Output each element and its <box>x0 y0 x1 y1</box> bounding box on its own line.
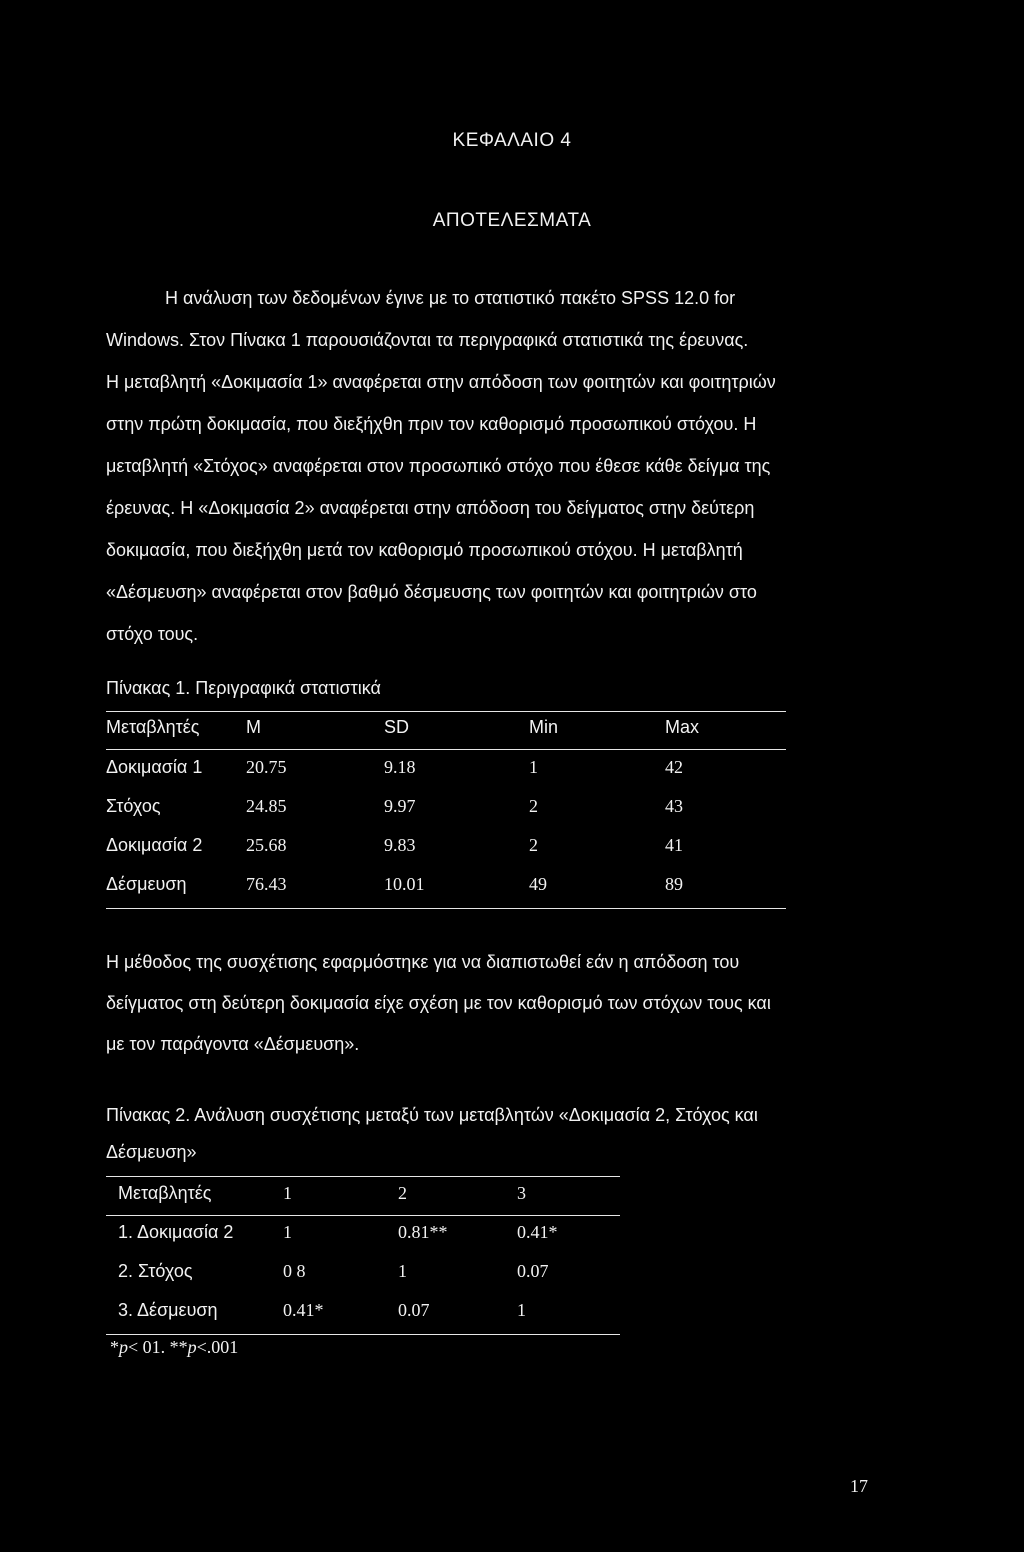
table-note-part: < 01. ** <box>128 1337 188 1357</box>
chapter-title: ΚΕΦΑΛΑΙΟ 4 <box>452 130 572 151</box>
table-cell: 0.41* <box>517 1222 558 1242</box>
table-cell: 89 <box>665 874 683 894</box>
table-caption: Πίνακας 2. Ανάλυση συσχέτισης μεταξύ των μεταβλητών «Δοκιμασία 2, Στόχος και <box>106 1105 758 1125</box>
table-header-rule <box>106 1215 620 1216</box>
paragraph-line: Windows. Στον Πίνακα 1 παρουσιάζονται τα περιγραφικά στατιστικά της έρευνας. <box>106 330 749 350</box>
table-cell: 2 <box>529 796 538 816</box>
table-cell: 1 <box>517 1300 526 1320</box>
table-header-cell: Min <box>529 717 559 737</box>
table-header-cell: Max <box>665 717 700 737</box>
table-cell: 41 <box>665 835 683 855</box>
table-top-rule <box>106 711 786 712</box>
paragraph-line: μεταβλητή «Στόχος» αναφέρεται στον προσωπικό στόχο που έθεσε κάθε δείγμα της <box>106 456 771 476</box>
table-cell: 1 <box>398 1261 407 1281</box>
table-note-part: <.001 <box>196 1337 239 1357</box>
paragraph-line: Η ανάλυση των δεδομένων έγινε με το στατιστικό πακέτο SPSS 12.0 for <box>165 288 736 308</box>
table-cell: Δοκιμασία 1 <box>106 757 203 777</box>
table-cell: Στόχος <box>106 796 161 816</box>
table-cell: 0.81** <box>398 1222 448 1242</box>
table-note <box>110 1337 238 1358</box>
table-cell: 1 <box>283 1222 292 1242</box>
paragraph-line: δοκιμασία, που διεξήχθη μετά τον καθορισμό προσωπικού στόχου. Η μεταβλητή <box>106 540 743 560</box>
table-header-cell: Μεταβλητές <box>106 717 200 737</box>
paragraph-line: στόχο τους. <box>106 624 199 644</box>
page-number: 17 <box>850 1476 868 1496</box>
table-top-rule <box>106 1176 620 1177</box>
table-cell: 0 8 <box>283 1261 306 1281</box>
table-cell: 43 <box>665 796 683 816</box>
table-header-cell: 1 <box>283 1183 292 1203</box>
table-cell: 20.75 <box>246 757 287 777</box>
table-cell: 49 <box>529 874 547 894</box>
table-cell: 2 <box>529 835 538 855</box>
table-cell: 24.85 <box>246 796 287 816</box>
table-header-cell: 3 <box>517 1183 526 1203</box>
table-cell: 0.07 <box>517 1261 549 1281</box>
table-cell: 9.97 <box>384 796 416 816</box>
table-header-cell: 2 <box>398 1183 407 1203</box>
table-cell: 1. Δοκιμασία 2 <box>118 1222 234 1242</box>
paragraph-line: Η μεταβλητή «Δοκιμασία 1» αναφέρεται στην απόδοση των φοιτητών και φοιτητριών <box>106 372 776 392</box>
paragraph-line: «Δέσμευση» αναφέρεται στον βαθμό δέσμευσης των φοιτητών και φοιτητριών στο <box>106 582 757 602</box>
paragraph-line: με τον παράγοντα «Δέσμευση». <box>106 1034 360 1054</box>
table-cell: 9.18 <box>384 757 416 777</box>
table-cell: 0.41* <box>283 1300 324 1320</box>
table-caption: Δέσμευση» <box>106 1142 197 1162</box>
table-header-rule <box>106 749 786 750</box>
table-bottom-rule <box>106 908 786 909</box>
table-note-part: * <box>110 1337 119 1357</box>
table-cell: 25.68 <box>246 835 287 855</box>
table-header-cell: Μεταβλητές <box>118 1183 212 1203</box>
table-bottom-rule <box>106 1334 620 1335</box>
section-title: ΑΠΟΤΕΛΕΣΜΑΤΑ <box>432 210 592 231</box>
table-header-cell: SD <box>384 717 410 737</box>
table-cell: 2. Στόχος <box>118 1261 193 1281</box>
table-cell: 0.07 <box>398 1300 430 1320</box>
table-note-part: p <box>187 1337 197 1357</box>
table-cell: 9.83 <box>384 835 416 855</box>
table-cell: 10.01 <box>384 874 425 894</box>
table-cell: 1 <box>529 757 538 777</box>
table-cell: Δοκιμασία 2 <box>106 835 203 855</box>
table-header-cell: M <box>246 717 261 737</box>
table-note-part: p <box>119 1337 128 1357</box>
table-cell: 76.43 <box>246 874 287 894</box>
paragraph-line: δείγματος στη δεύτερη δοκιμασία είχε σχέση με τον καθορισμό των στόχων τους και <box>106 993 771 1013</box>
table-caption: Πίνακας 1. Περιγραφικά στατιστικά <box>106 678 381 698</box>
table-cell: 3. Δέσμευση <box>118 1300 218 1320</box>
table-cell: Δέσμευση <box>106 874 187 894</box>
paragraph-line: Η μέθοδος της συσχέτισης εφαρμόστηκε για να διαπιστωθεί εάν η απόδοση του <box>106 952 740 972</box>
paragraph-line: στην πρώτη δοκιμασία, που διεξήχθη πριν τον καθορισμό προσωπικού στόχου. Η <box>106 414 757 434</box>
table-cell: 42 <box>665 757 683 777</box>
paragraph-line: έρευνας. Η «Δοκιμασία 2» αναφέρεται στην απόδοση του δείγματος στην δεύτερη <box>106 498 755 518</box>
